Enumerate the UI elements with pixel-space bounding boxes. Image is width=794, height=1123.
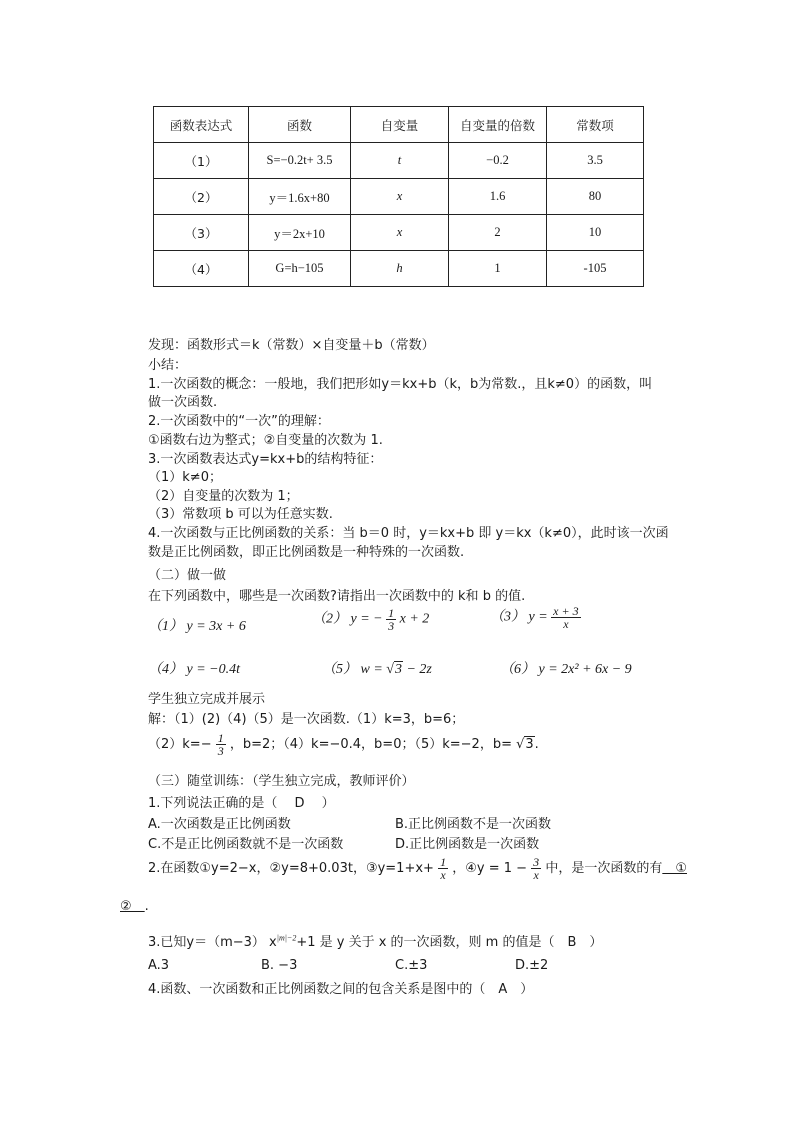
numerator: 1 <box>388 606 395 620</box>
table-cell: 80 <box>547 179 644 215</box>
summary-item-1: 1.一次函数的概念：一般地，我们把形如y＝kx+b（k，b为常数.，且k≠0）的函数，叫 <box>148 377 653 392</box>
section-three-title: （三）随堂训练：（学生独立完成，教师评价） <box>148 774 415 789</box>
header-cell: 函数表达式 <box>154 107 249 143</box>
question-2-answer-cont <box>120 895 149 914</box>
question-1-option-b: B.正比例函数不是一次函数 <box>395 817 552 832</box>
table-cell: y＝1.6x+80 <box>249 179 351 215</box>
solution-end: . <box>534 737 539 752</box>
table-row <box>154 179 644 215</box>
question-2-suffix: 中，是一次函数的有 <box>545 861 663 876</box>
table-row <box>154 251 644 287</box>
function-table <box>153 106 644 287</box>
table-cell: S=−0.2t+ 3.5 <box>249 143 351 179</box>
function-6: （6） y = 2x² + 6x − 9 <box>500 662 632 677</box>
denominator: 3 <box>388 619 395 633</box>
table-cell: （4） <box>154 251 249 287</box>
table-row <box>154 215 644 251</box>
table-row <box>154 143 644 179</box>
section-two-question: 在下列函数中，哪些是一次函数?请指出一次函数中的 k和 b 的值. <box>148 589 526 604</box>
function-5-prefix: （5） w = <box>322 662 383 677</box>
table-cell: t <box>351 143 449 179</box>
table-cell: 3.5 <box>547 143 644 179</box>
table-cell: -105 <box>547 251 644 287</box>
exponent: |m|−2 <box>276 933 297 943</box>
function-2-suffix: x + 2 <box>399 611 430 627</box>
numerator: 1 <box>217 731 224 745</box>
question-3-option-c: C.±3 <box>395 958 428 973</box>
function-3-prefix: （3） y = <box>490 609 548 625</box>
fraction <box>386 607 396 632</box>
question-3 <box>148 931 602 950</box>
question-1-option-d: D.正比例函数是一次函数 <box>395 837 540 852</box>
table-cell: x <box>351 215 449 251</box>
fraction <box>438 856 448 881</box>
function-3 <box>490 605 581 630</box>
header-cell: 函数 <box>249 107 351 143</box>
denominator: x <box>563 617 569 631</box>
question-3-option-a: A.3 <box>148 958 170 973</box>
fraction <box>531 856 541 881</box>
table-cell: h <box>351 251 449 287</box>
student-activity: 学生独立完成并展示 <box>148 692 266 707</box>
table-cell: （2） <box>154 179 249 215</box>
denominator: 3 <box>217 744 224 758</box>
sqrt-radicand: 3 <box>525 737 534 752</box>
answer-blank: ② <box>120 899 145 914</box>
function-4: （4） y = −0.4t <box>148 662 240 677</box>
question-1: 1.下列说法正确的是（ D ） <box>148 796 335 811</box>
solution-prefix: （2）k=− <box>148 737 212 752</box>
function-2 <box>312 607 429 632</box>
question-4: 4.函数、一次函数和正比例函数之间的包含关系是图中的（ A ） <box>148 982 534 997</box>
table-cell: x <box>351 179 449 215</box>
header-cell: 自变量的倍数 <box>449 107 547 143</box>
sqrt-radicand: 3 <box>394 662 402 677</box>
question-3-option-d: D.±2 <box>515 958 549 973</box>
summary-item-2-detail: ①函数右边为整式；②自变量的次数为 1. <box>148 433 383 448</box>
denominator: x <box>533 868 539 882</box>
summary-item-3b: （2）自变量的次数为 1； <box>148 489 299 504</box>
table-cell: （3） <box>154 215 249 251</box>
summary-item-3a: （1）k≠0； <box>148 470 222 485</box>
function-5-suffix: − 2z <box>406 662 432 677</box>
question-2-middle: ，④y = 1 − <box>452 861 528 876</box>
summary-item-1-cont: 做一次函数. <box>148 395 218 410</box>
table-cell: G=h−105 <box>249 251 351 287</box>
function-1: （1） y = 3x + 6 <box>148 619 246 634</box>
summary-item-4-cont: 数是正比例函数，即正比例函数是一种特殊的一次函数. <box>148 545 465 560</box>
summary-title: 小结： <box>148 358 188 373</box>
table-cell: 1.6 <box>449 179 547 215</box>
question-1-option-a: A.一次函数是正比例函数 <box>148 817 291 832</box>
discovery-text: 发现：函数形式＝k（常数）×自变量＋b（常数） <box>148 338 435 353</box>
question-2 <box>148 856 687 881</box>
numerator: 3 <box>533 855 540 869</box>
table-cell: 2 <box>449 215 547 251</box>
table-cell: −0.2 <box>449 143 547 179</box>
summary-item-4: 4.一次函数与正比例函数的关系：当 b＝0 时，y＝kx+b 即 y＝kx（k≠0），此时该一次函 <box>148 526 669 541</box>
numerator: x + 3 <box>553 604 579 618</box>
summary-item-3c: （3）常数项 b 可以为任意实数. <box>148 507 333 522</box>
table-cell: y＝2x+10 <box>249 215 351 251</box>
function-5: （5） w = √3 − 2z <box>322 662 432 677</box>
question-2-prefix: 2.在函数①y=2−x，②y=8+0.03t，③y=1+x+ <box>148 861 434 876</box>
solution-line-2: （2）k=− $\frac{1}{3}$ ，b=2；（4）k=−0.4，b=0；（5）k=−2，b= √3. <box>148 731 539 758</box>
denominator: x <box>440 868 446 882</box>
fraction <box>216 732 226 757</box>
table-cell: （1） <box>154 143 249 179</box>
summary-item-3: 3.一次函数表达式y=kx+b的结构特征： <box>148 452 383 467</box>
header-cell: 常数项 <box>547 107 644 143</box>
question-3-suffix: +1 是 y 关于 x 的一次函数，则 m 的值是（ B ） <box>296 935 603 950</box>
question-3-option-b: B. −3 <box>261 958 298 973</box>
question-2-end: . <box>144 899 149 914</box>
answer-blank: ① <box>662 861 687 876</box>
question-1-option-c: C.不是正比例函数就不是一次函数 <box>148 837 344 852</box>
solution-middle: ，b=2；（4）k=−0.4，b=0；（5）k=−2，b= <box>229 737 512 752</box>
table-cell: 10 <box>547 215 644 251</box>
question-3-prefix: 3.已知y＝（m−3） x <box>148 935 277 950</box>
table-header-row <box>154 107 644 143</box>
header-cell: 自变量 <box>351 107 449 143</box>
function-2-prefix: （2） y = − <box>312 611 383 627</box>
solution-line-1: 解：（1）(2)（4)（5）是一次函数.（1）k=3，b=6； <box>148 712 465 727</box>
table-cell: 1 <box>449 251 547 287</box>
summary-item-2: 2.一次函数中的“一次”的理解： <box>148 414 330 429</box>
numerator: 1 <box>440 855 447 869</box>
fraction <box>551 605 580 630</box>
section-two-title: （二）做一做 <box>148 568 227 583</box>
